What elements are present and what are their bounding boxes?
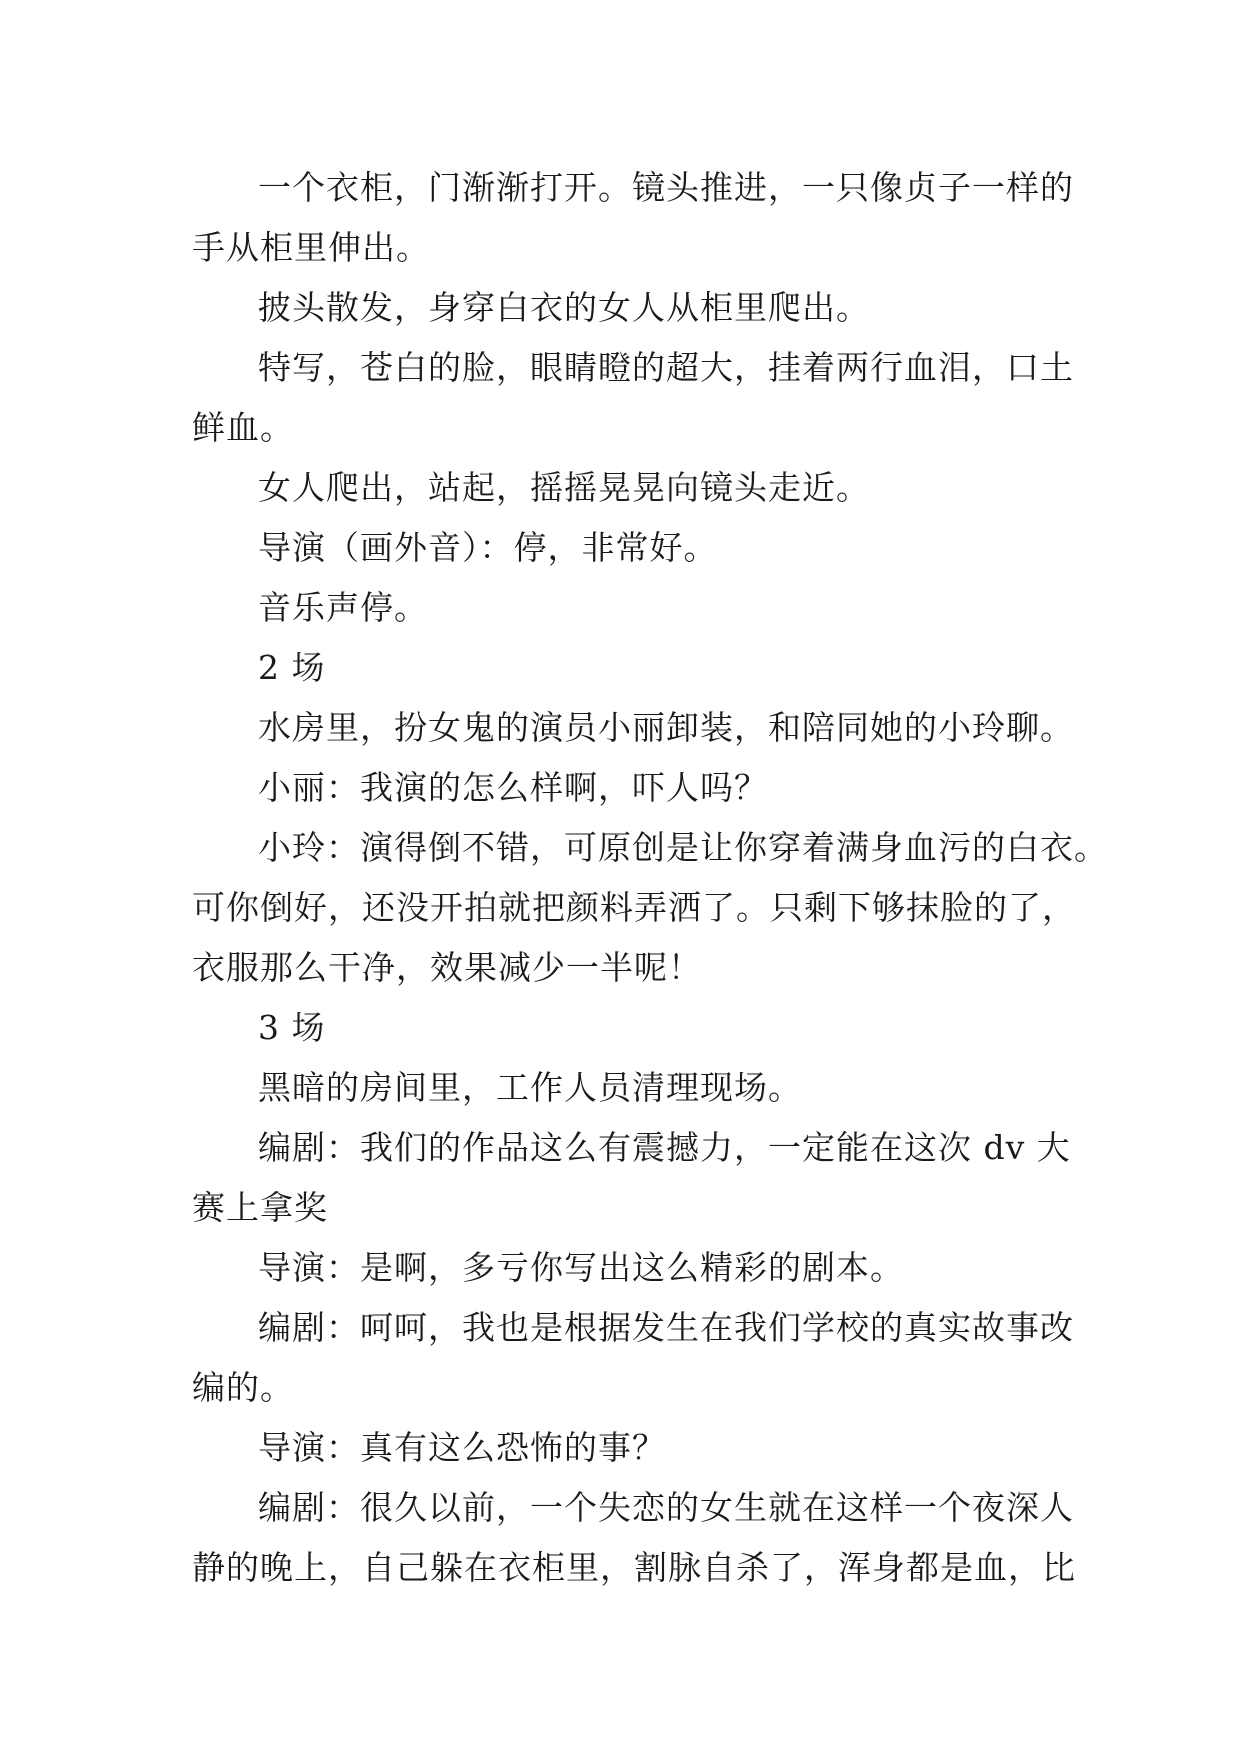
text-line: 音乐声停。: [258, 588, 428, 627]
paragraph: [192, 1238, 1072, 1298]
paragraph: [192, 458, 1072, 518]
text-line: 导演（画外音）：停，非常好。: [258, 528, 718, 567]
paragraph: [192, 338, 1072, 458]
text-line: 特写，苍白的脸，眼睛瞪的超大，挂着两行血泪，口土: [258, 348, 1074, 387]
paragraph: [192, 1058, 1072, 1118]
paragraph: [192, 818, 1108, 998]
paragraph: [192, 278, 1072, 338]
text-line: 赛上拿奖: [192, 1188, 328, 1227]
paragraph: [192, 1418, 1072, 1478]
text-line: 水房里，扮女鬼的演员小丽卸装，和陪同她的小玲聊。: [258, 708, 1074, 747]
paragraph: [192, 1118, 1072, 1238]
paragraph: [192, 518, 1072, 578]
scene-heading: [192, 998, 1072, 1058]
text-line: 3 场: [258, 1008, 326, 1047]
text-line: 编的。: [192, 1368, 294, 1407]
paragraph: [192, 578, 1072, 638]
text-line: 导演：是啊，多亏你写出这么精彩的剧本。: [258, 1248, 904, 1287]
text-line: 小丽：我演的怎么样啊，吓人吗？: [258, 768, 768, 807]
text-line: 黑暗的房间里，工作人员清理现场。: [258, 1068, 802, 1107]
paragraph: [192, 698, 1072, 758]
text-line: 静的晚上，自己躲在衣柜里，割脉自杀了，浑身都是血，比: [192, 1548, 1076, 1587]
paragraph: [192, 158, 1072, 278]
text-line: 披头散发，身穿白衣的女人从柜里爬出。: [258, 288, 870, 327]
paragraph: [192, 1298, 1072, 1418]
text-line: 一个衣柜，门渐渐打开。镜头推进，一只像贞子一样的: [258, 168, 1074, 207]
text-line: 可你倒好，还没开拍就把颜料弄洒了。只剩下够抹脸的了，: [192, 888, 1076, 927]
script-text: [192, 158, 1108, 1598]
text-line: 衣服那么干净，效果减少一半呢！: [192, 948, 702, 987]
text-line: 手从柜里伸出。: [192, 228, 430, 267]
text-line: 编剧：我们的作品这么有震撼力，一定能在这次 dv 大: [258, 1128, 1071, 1167]
paragraph: [192, 1478, 1076, 1598]
text-line: 鲜血。: [192, 408, 294, 447]
paragraph: [192, 758, 1072, 818]
text-line: 编剧：呵呵，我也是根据发生在我们学校的真实故事改: [258, 1308, 1074, 1347]
text-line: 导演：真有这么恐怖的事？: [258, 1428, 666, 1467]
text-line: 编剧：很久以前，一个失恋的女生就在这样一个夜深人: [258, 1488, 1074, 1527]
scene-heading: [192, 638, 1072, 698]
text-line: 女人爬出，站起，摇摇晃晃向镜头走近。: [258, 468, 870, 507]
text-line: 2 场: [258, 648, 326, 687]
text-line: 小玲：演得倒不错，可原创是让你穿着满身血污的白衣。: [258, 828, 1108, 867]
